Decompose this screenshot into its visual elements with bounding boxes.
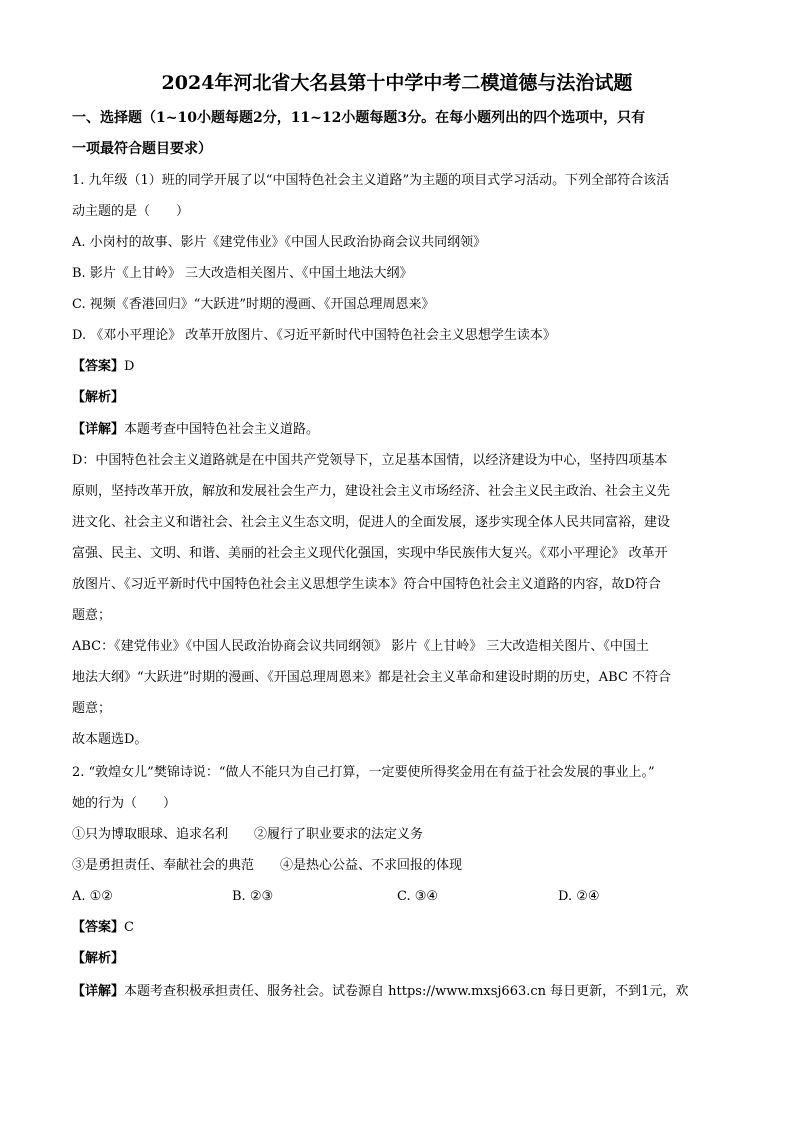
q1-explain-line: 题意； [72,701,112,716]
q2-choice-a: A. ①② [72,889,113,904]
q1-option-a: A. 小岗村的故事、影片《建党伟业》《中国人民政治协商会议共同纲领》 [72,235,487,250]
q2-choice-c: C. ③④ [397,889,439,904]
q2-detail-text: 本题考查积极承担责任、服务社会。试卷源自 https://www.mxsj663.cn 每日更新，不到1元，欢 [124,984,689,999]
q2-stem-line2: 她的行为（ ） [72,796,177,811]
q1-explain-line: 地法大纲》“大跃进”时期的漫画、《开国总理周恩来》都是社会主义革命和建设时期的历史，ABC 不符合 [72,670,672,685]
q1-explain-line: 故本题选D。 [72,732,148,747]
q2-answer-tag: 【答案】 [72,920,125,935]
q2-choice-b: B. ②③ [232,889,274,904]
q2-answer-value: C [124,920,134,935]
q2-detail-tag: 【详解】 [72,984,125,999]
page-title: 2024年河北省大名县第十中学中考二模道德与法治试题 [161,72,633,94]
section-heading-line1: 一、选择题（1~10小题每题2分，11~12小题每题3分。在每小题列出的四个选项中，只有 [72,110,646,126]
q1-explain-line: ABC：《建党伟业》《中国人民政治协商会议共同纲领》 影片《上甘岭》 三大改造相关图片、《中国土 [72,639,649,654]
q1-option-b: B. 影片《上甘岭》 三大改造相关图片、《中国土地法大纲》 [72,266,413,281]
q1-answer-value: D [124,359,135,374]
q1-detail-tag: 【详解】 [72,422,125,437]
q1-explain-line: 原则，坚持改革开放，解放和发展社会生产力，建设社会主义市场经济、社会主义民主政治、社会主义先 [72,484,671,499]
q2-analysis-tag: 【解析】 [72,951,125,966]
q1-answer-tag: 【答案】 [72,359,125,374]
q1-explain-line: 富强、民主、文明、和谐、美丽的社会主义现代化强国，实现中华民族伟大复兴。《邓小平理论》 改革开 [72,546,668,561]
q1-stem-line2: 动主题的是（ ） [72,204,190,219]
q1-detail [72,420,732,440]
q1-explain-line: 进文化、社会主义和谐社会、社会主义生态文明，促进人的全面发展，逐步实现全体人民共同富裕，建设 [72,515,671,530]
q2-statements-line1: ①只为博取眼球、追求名利 ②履行了职业要求的法定义务 [72,827,424,842]
q1-explain-line: D：中国特色社会主义道路就是在中国共产党领导下，立足基本国情，以经济建设为中心，坚持四项基本 [72,453,668,468]
q2-stem-line1: 2. “敦煌女儿”樊锦诗说：“做人不能只为自己打算，一定要使所得奖金用在有益于社会发展的事业上。” [72,765,655,780]
q1-explain-line: 放图片、《习近平新时代中国特色社会主义思想学生读本》符合中国特色社会主义道路的内容，故D符合 [72,577,661,592]
q2-choice-d: D. ②④ [558,889,600,904]
q1-analysis-tag: 【解析】 [72,390,125,405]
q1-option-c: C. 视频《香港回归》“大跃进”时期的漫画、《开国总理周恩来》 [72,297,435,312]
q1-explain-line: 题意； [72,608,112,623]
q1-detail-text: 本题考查中国特色社会主义道路。 [124,422,320,437]
q2-detail [72,982,732,1002]
q2-statements-line2: ③是勇担责任、奉献社会的典范 ④是热心公益、不求回报的体现 [72,858,463,873]
q2-answer [72,918,732,938]
q1-option-d: D. 《邓小平理论》 改革开放图片、《习近平新时代中国特色社会主义思想学生读本》 [72,328,556,343]
q1-stem-line1: 1. 九年级（1）班的同学开展了以“中国特色社会主义道路”为主题的项目式学习活动。下列全部符合该活 [72,173,670,188]
q1-answer [72,357,732,377]
section-heading-line2: 一项最符合题目要求） [72,141,212,157]
